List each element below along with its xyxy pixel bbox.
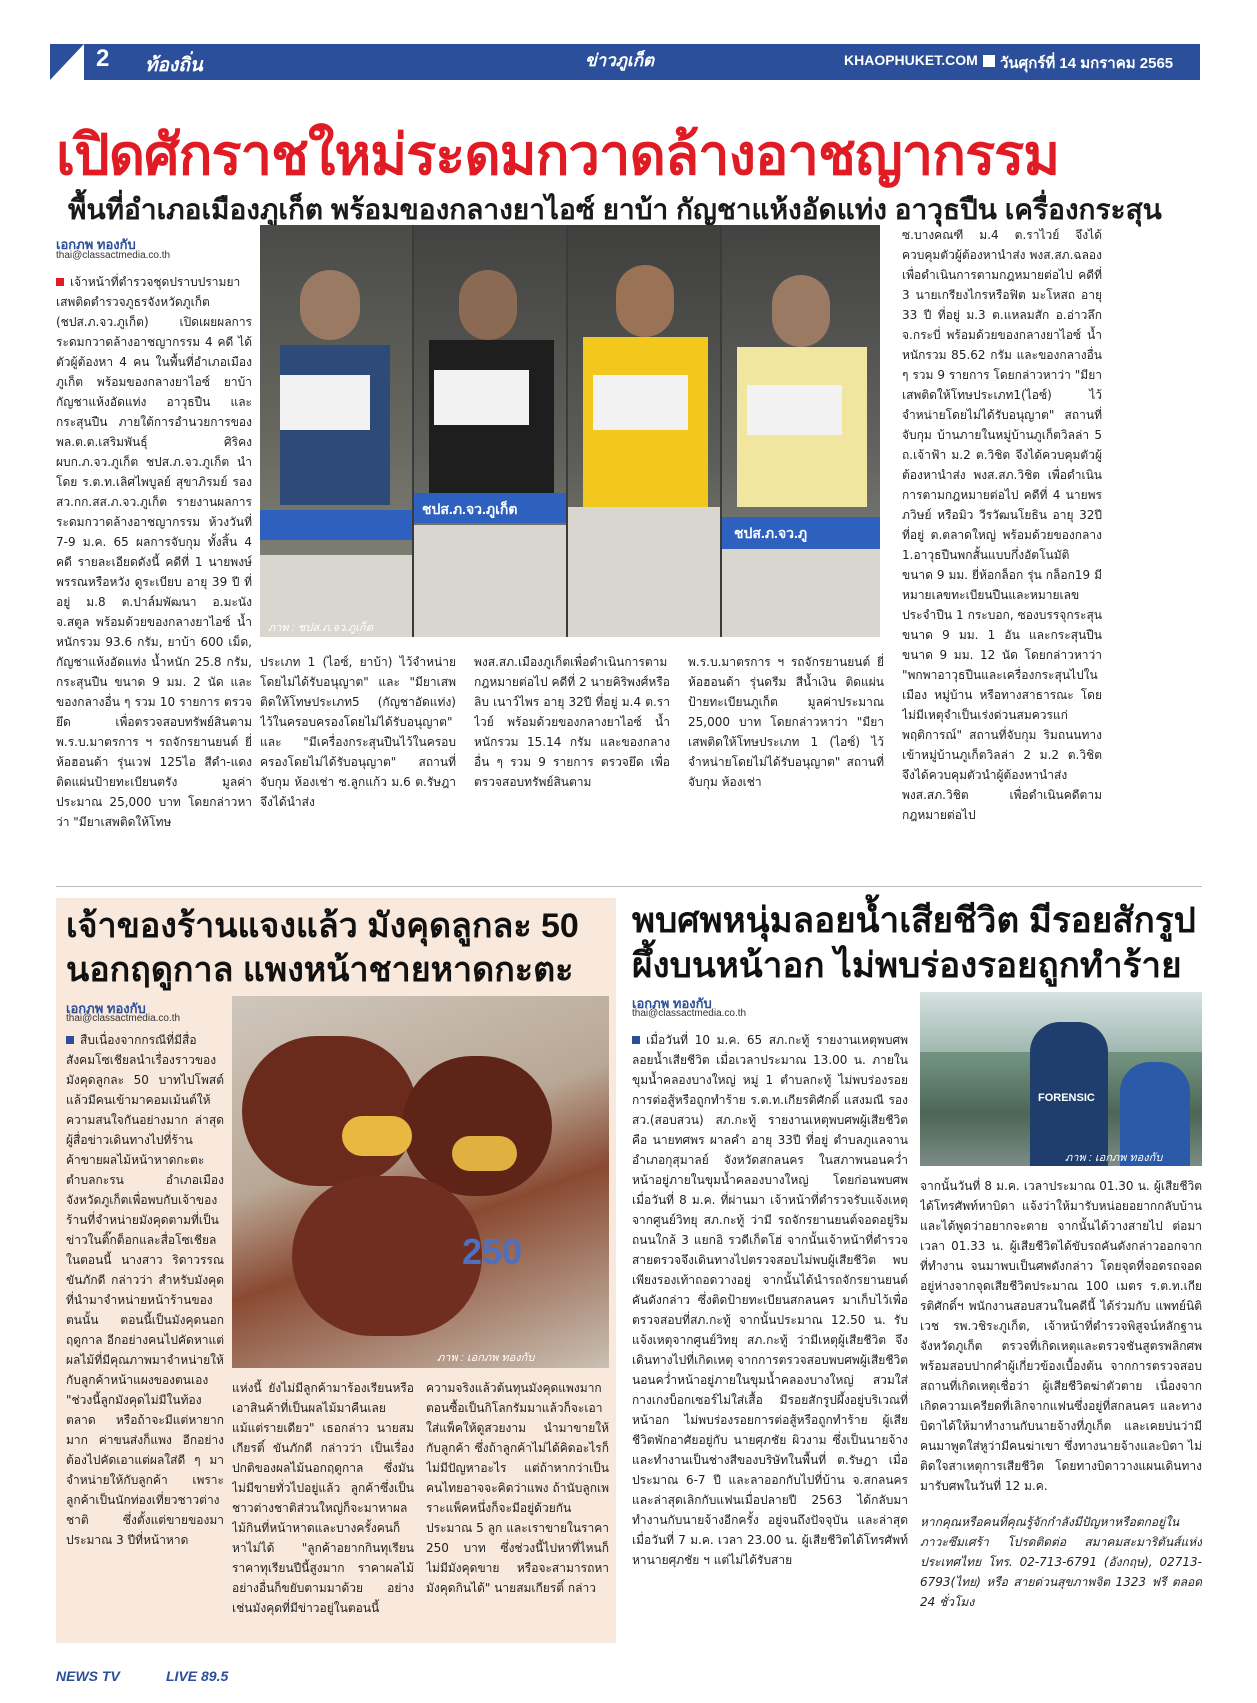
mangosteen-photo [232, 996, 609, 1368]
news-tv-logo: NEWS TV [56, 1668, 120, 1684]
crime-scene-photo [920, 992, 1202, 1166]
left-story-email[interactable]: thai@classactmedia.co.th [66, 1013, 181, 1024]
right-photo-caption: ภาพ : เอกภพ ทองกับ [1065, 1152, 1163, 1164]
suspect-photo-3 [568, 225, 720, 637]
right-story-headline: พบศพหนุ่มลอยน้ำเสียชีวิต มีรอยสักรูปผึ้งบนหน้าอก ไม่พบร่องรอยถูกทำร้าย [632, 901, 1196, 985]
left-story-column-2: แห่งนี้ ยังไม่มีลูกค้ามาร้องเรียนหรือเอาสินค้าที่เป็นผลไม้มาคืนเลยแม้แต่รายเดียว" เธอกล่าว นายสมเกียรติ์ ขันภักดี กล่าวว่า เป็นเรื่องปกติของผลไม้นอกฤดูกาล ซึ่งมันไม่มีขายทั่วไปอยู่แล้ว ลูกค้าซึ่งเป็นชาวต่างชาติส่วนใหญ่ก็จะมาหาผลไม้กินที่หน้าหาดและบางครั้งคนก็หาไม่ได้ "ลูกค้าอยากกินทุเรียนราคาทุเรียนปีนี้สูงมาก ราคาผลไม้อย่างอื่นก็ขยับตามมาด้วย อย่างเช่นมังคุดที่มีข่าวอยู่ในตอนนี้ [232, 1381, 414, 1615]
main-headline: เปิดศักราชใหม่ระดมกวาดล้างอาชญากรรม [56, 123, 1060, 186]
main-column-1-text: เจ้าหน้าที่ตำรวจชุดปราบปรามยาเสพติดตำรวจภูธรจังหวัดภูเก็ต (ชปส.ภ.จว.ภูเก็ต) เปิดเผยผลการระดมกวาดล้างอาชญากรรม 4 คดี ได้ตัวผู้ต้องหา 4 คน ในพื้นที่อำเภอเมืองภูเก็ต พร้อมของกลางยาไอซ์ ยาบ้า กัญชาแห้งอัดแท่ง อาวุธปืน และกระสุนปืน ภายใต้การอำนวยการของ พล.ต.ต.เสริมพันธุ์ ศิริคง ผบก.ภ.จว.ภูเก็ต ชปส.ภ.จว.ภูเก็ต นำโดย ร.ต.ท.เลิศไพบูลย์ สุขาภิรมย์ รอง สว.กก.สส.ภ.จว.ภูเก็ต รายงานผลการระดมกวาดล้างอาชญากรรม ห้วงวันที่ 7-9 ม.ค. 65 ผลการจับกุม ทั้งสิ้น 4 คดี รายละเอียดดังนี้ คดีที่ 1 นายพงษ์พรรณหรือหวัง ดูระเบียบ อายุ 39 ปี ที่อยู่ ม.8 ต.ปาล์มพัฒนา อ.มะนัง จ.สตูล พร้อมด้วยของกลางยาไอซ์ น้ำหนักรวม 93.6 กรัม, ยาบ้า 600 เม็ด, กัญชาแห้งอัดแท่ง น้ำหนัก 25.8 กรัม, กระสุนปืน ขนาด 9 มม. 2 นัด และของกลางอื่น ๆ รวม 10 รายการ ตรวจยึด เพื่อตรวจสอบทรัพย์สินตาม พ.ร.บ.มาตรการ ฯ รถจักรยานยนต์ ยี่ห้อฮอนด้า รุ่นเวฟ 125ไอ สีดำ-แดง ติดแผ่นป้ายทะเบียนตรัง มูลค่าประมาณ 25,000 บาท โดยกล่าวหาว่า "มียาเสพติดให้โทษ [56, 275, 252, 829]
site-link[interactable]: KHAOPHUKET.COM [844, 52, 978, 68]
main-column-1 [56, 272, 252, 864]
left-story-column-1-text: สืบเนื่องจากกรณีที่มีสื่อสังคมโซเชียลนำเรื่องราวของมังคุดลูกละ 50 บาทไปโพสต์ แล้วมีคนเข้ามาคอมเม้นต์ให้ความสนใจกันอย่างมาก ล่าสุด ผู้สื่อข่าวเดินทางไปที่ร้านค้าขายผลไม้หน้าหาดกะตะ ตำบลกะรน อำเภอเมือง จังหวัดภูเก็ตเพื่อพบกับเจ้าของร้านที่จำหน่ายมังคุดตามที่เป็นข่าวในติ๊กต็อกและสื่อโซเชียลในตอนนี้ นางสาว ริดาวรรณ ขันภักดี กล่าวว่า สำหรับมังคุดที่นำมาจำหน่ายหน้าร้านของตนนั้น ตอนนี้เป็นมังคุดนอกฤดูกาล อีกอย่างคนไปคัดหาแต่ผลไม้ที่มีคุณภาพมาจำหน่ายให้กับลูกค้าหน้าแผงของตนเอง "ช่วงนี้ลูกมังคุดไม่มีในท้องตลาด หรือถ้าจะมีแต่หายากมาก ค่าขนส่งก็แพง อีกอย่างต้องไปคัดเอาแต่ผลใส่ดี ๆ มาจำหน่ายให้กับลูกค้า เพราะลูกค้าเป็นนักท่องเที่ยวชาวต่างชาติ ซึ่งตั้งแต่ขายของมาประมาณ 3 ปีที่หน้าหาด [66, 1033, 224, 1547]
suspect-photo-4 [722, 225, 880, 637]
separator-square-icon [983, 55, 995, 67]
issue-date: วันศุกร์ที่ 14 มกราคม 2565 [1000, 55, 1174, 72]
suspects-photo [260, 225, 880, 637]
main-column-4: พ.ร.บ.มาตรการ ฯ รถจักรยานยนต์ ยี่ห้อฮอนด้า รุ่นดรีม สีน้ำเงิน ติดแผ่นป้ายทะเบียนภูเก็ต มูลค่าประมาณ 25,000 บาท โดยกล่าวหาว่า "มียาเสพติดให้โทษประเภท 1 (ไอซ์) ไว้จำหน่ายโดยไม่ได้รับอนุญาต" สถานที่จับกุม ห้องเช่า [688, 655, 884, 789]
right-story-bullet-icon [632, 1036, 640, 1044]
suspect-photo-2 [414, 225, 566, 637]
story-start-bullet-icon [56, 278, 64, 286]
left-photo-caption: ภาพ : เอกภพ ทองกับ [437, 1352, 535, 1364]
right-story-email[interactable]: thai@classactmedia.co.th [632, 1008, 747, 1019]
left-story-bullet-icon [66, 1036, 74, 1044]
suspect-photo-1 [260, 225, 412, 637]
sign-board-4: ชปส.ภ.จว.ภู [722, 517, 880, 549]
main-column-5: ซ.บางคณฑี ม.4 ต.ราไวย์ จึงได้ควบคุมตัวผู้ต้องหานำส่ง พงส.สภ.ฉลอง เพื่อดำเนินการตามกฎหมายต่อไป คดีที่ 3 นายเกรียงไกรหรือฟิต มะโหสถ อายุ 33 ปี ที่อยู่ ม.3 ต.แหลมสัก อ.อ่าวลึก จ.กระบี่ พร้อมด้วยของกลางยาไอซ์ น้ำหนักรวม 85.62 กรัม และของกลางอื่น ๆ รวม 9 รายการ โดยกล่าวหาว่า "มียาเสพติดให้โทษประเภท1(ไอซ์) ไว้จำหน่ายโดยไม่ได้รับอนุญาต" สถานที่จับกุม บ้านภายในหมู่บ้านภูเก็ตวิลล่า 5 ถ.เจ้าฟ้า ม.2 ต.วิชิต จึงได้ควบคุมตัวผู้ต้องหานำส่ง พงส.สภ.วิชิต เพื่อดำเนินการตามกฎหมายต่อไป คดีที่ 4 นายพรภวิษย์ หรือมิว วีรวัฒนโยธิน อายุ 32ปี ที่อยู่ ต.ตลาดใหญ่ พร้อมด้วยของกลาง 1.อาวุธปืนพกสั้นแบบกึ่งอัตโนมัติ ขนาด 9 มม. ยี่ห้อกล็อก รุ่น กล็อก19 มีหมายเลขทะเบียนปืนและหมายเลขประจำปืน 1 กระบอก, ซองบรรจุกระสุน ขนาด 9 มม. 1 อัน และกระสุนปืน ขนาด 9 มม. 12 นัด โดยกล่าวหาว่า "พกพาอาวุธปืนและเครื่องกระสุนไปในเมือง หมู่บ้าน หรือทางสาธารณะ โดยไม่มีเหตุจำเป็นเร่งด่วนสมควรแก่พฤติการณ์" สถานที่จับกุม ริมถนนทางเข้าหมู่บ้านภูเก็ตวิลล่า 2 ม.2 ต.วิชิต จึงได้ควบคุมตัวนำผู้ต้องหานำส่ง พงส.สภ.วิชิต เพื่อดำเนินคดีตามกฎหมายต่อไป [902, 228, 1102, 822]
corner-mark-icon [50, 44, 84, 80]
left-story-column-1 [66, 1030, 224, 1640]
left-story-byline: เอกภพ ทองกับ [66, 1001, 146, 1016]
live-radio-logo: LIVE 89.5 [166, 1668, 229, 1684]
left-story-headline: เจ้าของร้านแจงแล้ว มังคุดลูกละ 50 นอกฤดูกาล แพงหน้าชายหาดกะตะ [66, 907, 579, 989]
newspaper-logo: ข่าวภูเก็ต [585, 51, 655, 70]
forensic-badge: FORENSIC [1038, 1092, 1095, 1104]
sign-board-2: ชปส.ภ.จว.ภูเก็ต [414, 493, 566, 523]
right-story-column-1 [632, 1030, 908, 1642]
section-title: ท้องถิ่น [145, 55, 203, 76]
main-subheadline: พื้นที่อำเภอเมืองภูเก็ต พร้อมของกลางยาไอซ์ ยาบ้า กัญชาแห้งอัดแท่ง อาวุธปืน เครื่องกระสุน [68, 194, 1162, 225]
main-column-3: พงส.สภ.เมืองภูเก็ตเพื่อดำเนินการตามกฎหมายต่อไป คดีที่ 2 นายคิริพงศ์หรือลิบ เนาว์ไพร อายุ 32ปี ที่อยู่ ม.4 ต.ราไวย์ พร้อมด้วยของกลางยาไอซ์ น้ำหนักรวม 15.14 กรัม และของกลางอื่น ๆ รวม 9 รายการ ตรวจยึด เพื่อตรวจสอบทรัพย์สินตาม [474, 655, 670, 789]
right-story-byline: เอกภพ ทองกับ [632, 996, 712, 1011]
page-number: 2 [96, 45, 110, 72]
left-story-column-3: ความจริงแล้วต้นทุนมังคุดแพงมากตอนซื้อเป็นกิโลกรัมมาแล้วก็จะเอาใส่แพ็คให้ดูสวยงาม นำมาขายให้กับลูกค้า ซึ่งถ้าลูกค้าไม่ได้คิดอะไรก็ไม่มีปัญหาอะไร แต่ถ้าหากว่าเป็นคนไทยอาจจะคิดว่าแพง ถ้านับลูกเพราะแพ็คหนึ่งก็จะมีอยู่ด้วยกันประมาณ 5 ลูก และเราขายในราคา 250 บาท ซึ่งช่วงนี้ไปหาที่ไหนก็ไม่มีมังคุดขาย หรือจะสามารถหามังคุดกินได้" นายสมเกียรติ์ กล่าว [426, 1381, 609, 1595]
right-story-column-2: จากนั้นวันที่ 8 ม.ค. เวลาประมาณ 01.30 น. ผู้เสียชีวิตได้โทรศัพท์หาบิดา แจ้งว่าให้มารับหน่อยอยากกลับบ้าน และได้พูดว่าอยากจะตาย จากนั้นได้วางสายไป ต่อมาเวลา 01.33 น. ผู้เสียชีวิตได้ขับรถคันดังกล่าวออกจากที่ทำงาน จนมาพบเป็นศพดังกล่าว โดยจุดที่จอดรถจอดอยู่ห่างจากจุดเสียชีวิตประมาณ 100 เมตร ร.ต.ท.เกียรติศักดิ์ฯ พนักงานสอบสวนในคดีนี้ ได้ร่วมกับ แพทย์นิติเวช รพ.วชิระภูเก็ต, เจ้าหน้าที่ตำรวจพิสูจน์หลักฐาน จังหวัดภูเก็ต ตรวจที่เกิดเหตุและตรวจชันสูตรพลิกศพ พร้อมสอบปากคำผู้เกี่ยวข้องเบื้องต้น จากการตรวจสอบสถานที่เกิดเหตุเชื่อว่า ผู้เสียชีวิตฆ่าตัวตาย เนื่องจากเกิดความเครียดที่เลิกจากแฟนซึ่งอยู่ที่สกลนคร และทางบิดาได้ให้มาทำงานกับนายจ้างที่ภูเก็ต และเคยบ่นว่ามีคนมาพูดใส่หูว่ามีคนฆ่าเขา ซึ่งทางนายจ้างและบิดา ไม่ติดใจสาเหตุการเสียชีวิต โดยทางบิดาวางแผนเดินทางมารับศพในวันที่ 12 ม.ค. [920, 1179, 1202, 1493]
main-byline: เอกภพ ทองกับ [56, 237, 136, 252]
right-story-column-1-text: เมื่อวันที่ 10 ม.ค. 65 สภ.กะทู้ รายงานเหตุพบศพลอยน้ำเสียชีวิต เมื่อเวลาประมาณ 13.00 น. ภายในขุมน้ำคลองบางใหญ่ หมู่ 1 ตำบลกะทู้ ไม่พบร่องรอยการต่อสู้หรือถูกทำร้าย ร.ต.ท.เกียรติศักดิ์ แสงมณี รอง สว.(สอบสวน) สภ.กะทู้ รายงานเหตุพบศพผู้เสียชีวิต คือ นายทศพร ผาลคำ อายุ 33ปี ที่อยู่ ตำบลภูแลจาน อำเภอกุสุมาลย์ จังหวัดสกลนคร ในสภาพนอนคว่ำหน้าอยู่ภายในขุมน้ำคลองบางใหญ่ โดยก่อนพบศพ เมื่อวันที่ 8 ม.ค. ที่ผ่านมา เจ้าหน้าที่ตำรวจรับแจ้งเหตุจากศูนย์วิทยุ สภ.กะทู้ ว่ามี รถจักรยานยนต์จอดอยู่ริมถนนใกล้ 3 แยกอิ รวดีเก็ตโฮ่ จากนั้นเจ้าหน้าที่ตำรวจสายตรวจจึงเดินทางไปตรวจสอบไม่พบผู้เสียชีวิต พบเพียงรองเท้าถอดวางอยู่ จากนั้นได้นำรถจักรยานยนต์คันดังกล่าว ซึ่งติดป้ายทะเบียนสกลนคร มาเก็บไว้เพื่อตรวจสอบที่สภ.กะทู้ จากนั้นประมาณ 12.50 น. รับแจ้งเหตุจากศูนย์วิทยุ สภ.กะทู้ ว่ามีเหตุผู้เสียชีวิต จึงเดินทางไปที่เกิดเหตุ จากการตรวจสอบพบศพผู้เสียชีวิตนอนคว่ำหน้าอยู่ภายในขุมน้ำคลองบางใหญ่ สวมใส่กางเกงบ็อกเซอร์ไม่ใส่เสื้อ มีรอยสักรูปผึ้งอยู่บริเวณที่หน้าอก ไม่พบร่องรอยการต่อสู้หรือถูกทำร้าย ผู้เสียชีวิตพักอาศัยอยู่กับ นายศุภชัย ผิวงาม ซึ่งเป็นนายจ้างและทำงานเป็นช่างสีของบริษัทในพื้นที่ ต.รัษฎา เมื่อประมาณ 6-7 ปี และลาออกกับไปที่บ้าน จ.สกลนคร และล่าสุดเลิกกับแฟนเมื่อปลายปี 2563 ได้กลับมาทำงานกับนายจ้างอีกครั้ง อยู่จนถึงปัจจุบัน และล่าสุดเมื่อวันที่ 7 ม.ค. เวลา 23.00 น. ผู้เสียชีวิตได้โทรศัพท์หานายศุภชัย ฯ แต่ไม่ได้รับสาย [632, 1033, 908, 1567]
price-tag: 250 [462, 1231, 523, 1272]
main-email[interactable]: thai@classactmedia.co.th [56, 250, 171, 261]
section-divider [56, 886, 1202, 887]
main-photo-caption: ภาพ : ชปส.ภ.จว.ภูเก็ต [268, 622, 373, 634]
samaritans-note: หากคุณหรือคนที่คุณรู้จักกำลังมีปัญหาหรือตกอยู่ในภาวะซึมเศร้า โปรดติดต่อ สมาคมสะมาริตันส์แห่งประเทศไทย โทร. 02-713-6791 (อังกฤษ), 02713-6793(ไทย) หรือ สายด่วนสุขภาพจิต 1323 ฟรี ตลอด 24 ชั่วโมง [920, 1515, 1202, 1609]
main-column-2: ประเภท 1 (ไอซ์, ยาบ้า) ไว้จำหน่ายโดยไม่ได้รับอนุญาต" และ "มียาเสพติดให้โทษประเภท5 (กัญชาอัดแท่ง) ไว้ในครอบครองโดยไม่ได้รับอนุญาต" และ "มีเครื่องกระสุนปืนไว้ในครอบครองโดยไม่ได้รับอนุญาต" สถานที่จับกุม ห้องเช่า ซ.ลูกแก้ว ม.6 ต.รัษฎา จึงได้นำส่ง [260, 655, 456, 809]
